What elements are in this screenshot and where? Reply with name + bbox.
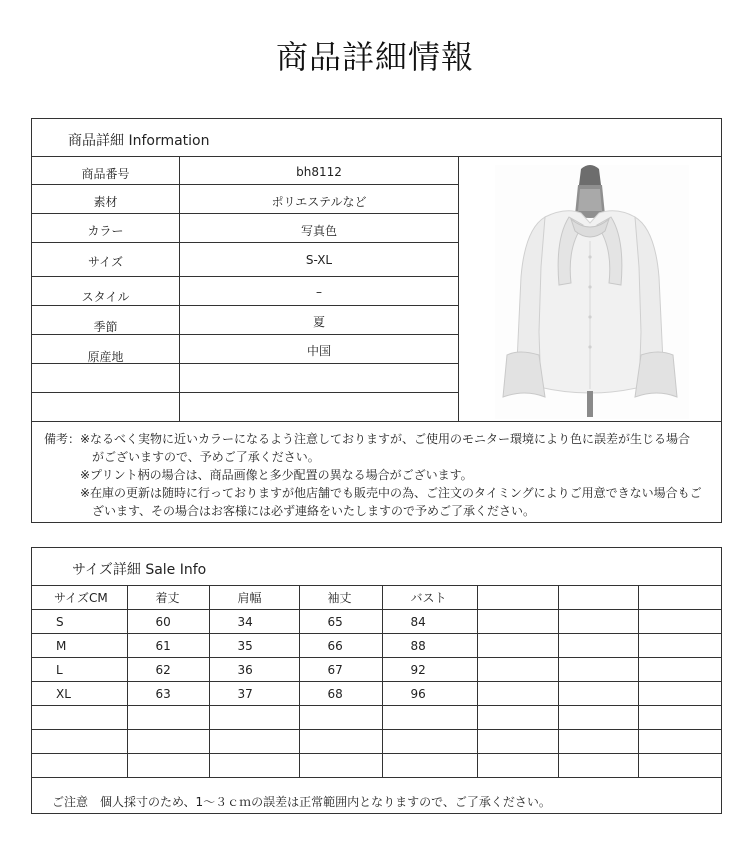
size-cell [477,730,558,754]
spec-value [180,243,458,276]
spec-label [32,185,180,213]
product-photo-cell [458,157,722,421]
size-cell: 88 [382,634,477,658]
size-cell: 67 [299,658,382,682]
size-cell: 65 [299,610,382,634]
size-cell [638,682,721,706]
spec-row [32,214,458,243]
spec-row [32,306,458,335]
size-cell: L [32,658,127,682]
column-header [558,586,638,610]
size-header [32,548,721,586]
size-cell [477,754,558,778]
size-cell [558,682,638,706]
spec-label [32,243,180,276]
size-cell [477,610,558,634]
size-cell [477,634,558,658]
spec-row [32,277,458,306]
size-cell [32,730,127,754]
size-cell: 62 [127,658,209,682]
spec-value-text: 写真色 [300,224,337,238]
spec-label-text: 素材 [93,195,118,209]
size-cell [558,658,638,682]
size-table-header [32,586,721,610]
spec-label [32,306,180,334]
size-cell: 96 [382,682,477,706]
spec-value [180,157,458,184]
size-cell [299,754,382,778]
spec-label-text: サイズ [87,255,124,269]
spec-value [180,393,458,421]
size-cell: 34 [209,610,299,634]
footnote-text: ご注意 個人採寸のため、1～３ｃｍの誤差は正常範囲内となりますので、ご了承ください。 [52,795,551,809]
size-cell: M [32,634,127,658]
size-cell [638,658,721,682]
spec-value-text: 中国 [306,344,331,358]
size-cell: 92 [382,658,477,682]
column-header: 袖丈 [299,586,382,610]
spec-value-text: – [316,285,322,299]
size-heading: サイズ詳細 Sale Info [72,562,207,578]
spec-value [180,306,458,334]
spec-label-text: 原産地 [87,350,124,364]
size-cell [558,754,638,778]
spec-row [32,335,458,364]
spec-value [180,335,458,363]
table-row [32,754,721,778]
size-cell [299,706,382,730]
notes-lead: 備考： [44,432,81,446]
size-cell [209,706,299,730]
size-cell [638,730,721,754]
size-cell [558,634,638,658]
size-cell: 61 [127,634,209,658]
spec-label-text: 季節 [93,320,118,334]
spec-row [32,243,458,277]
size-cell: XL [32,682,127,706]
notes-block [32,421,721,523]
size-cell [477,682,558,706]
size-cell [127,754,209,778]
size-cell: 68 [299,682,382,706]
spec-row [32,157,458,185]
size-cell: 84 [382,610,477,634]
size-cell [127,706,209,730]
size-cell [382,754,477,778]
spec-label [32,277,180,305]
details-heading: 商品詳細 Information [68,133,210,149]
size-cell: 63 [127,682,209,706]
spec-row [32,185,458,214]
size-cell [382,706,477,730]
product-photo [459,157,721,421]
column-header [638,586,721,610]
column-header: 肩幅 [209,586,299,610]
size-cell [32,706,127,730]
size-cell [209,730,299,754]
spec-label [32,364,180,392]
column-header: 着丈 [127,586,209,610]
size-cell [209,754,299,778]
size-cell [558,706,638,730]
table-row [32,706,721,730]
size-cell [477,706,558,730]
note-line: ざいます、その場合はお客様には必ず連絡をいたしますので予めご了承ください。 [92,504,536,518]
table-row [32,730,721,754]
spec-row [32,393,458,421]
spec-value [180,364,458,392]
spec-value-text: 夏 [312,315,325,329]
page-title: 商品詳細情報 [275,38,474,76]
spec-label-text: スタイル [81,290,130,304]
column-header [477,586,558,610]
product-details-section [31,118,722,523]
spec-row [32,364,458,393]
size-cell [558,610,638,634]
note-line: ※なるべく実物に近いカラーになるよう注意しておりますが、ご使用のモニター環境により色に誤差が生じる場合 [80,432,691,446]
table-row [32,634,721,658]
note-line: ※プリント柄の場合は、商品画像と多少配置の異なる場合がございます。 [80,468,473,482]
size-cell [638,706,721,730]
size-cell: 66 [299,634,382,658]
details-header [32,119,721,157]
table-row [32,610,721,634]
size-cell [127,730,209,754]
spec-label [32,214,180,242]
size-cell [32,754,127,778]
size-cell: S [32,610,127,634]
size-cell [558,730,638,754]
table-row [32,682,721,706]
spec-value-text: S-XL [305,253,333,267]
size-cell [382,730,477,754]
note-line: がございますので、予めご了承ください。 [92,450,320,464]
spec-label [32,157,180,184]
spec-label [32,393,180,421]
size-cell [638,754,721,778]
table-row [32,658,721,682]
size-cell: 37 [209,682,299,706]
column-header: サイズCM [32,586,127,610]
spec-label-text: カラー [87,224,124,238]
spec-label-text: 商品番号 [81,167,130,181]
spec-value-text: bh8112 [296,165,342,179]
size-cell [299,730,382,754]
spec-label [32,335,180,363]
size-cell: 60 [127,610,209,634]
size-info-section [31,547,722,814]
size-cell: 36 [209,658,299,682]
size-cell [477,658,558,682]
note-line: ※在庫の更新は随時に行っておりますが他店舗でも販売中の為、ご注文のタイミングによりご用意できない場合もご [80,486,702,500]
size-table [32,586,721,778]
spec-value-text: ポリエステルなど [271,195,367,209]
size-cell [638,634,721,658]
spec-value [180,214,458,242]
size-cell [638,610,721,634]
spec-value [180,277,458,305]
column-header: バスト [382,586,477,610]
spec-value [180,185,458,213]
size-cell: 35 [209,634,299,658]
